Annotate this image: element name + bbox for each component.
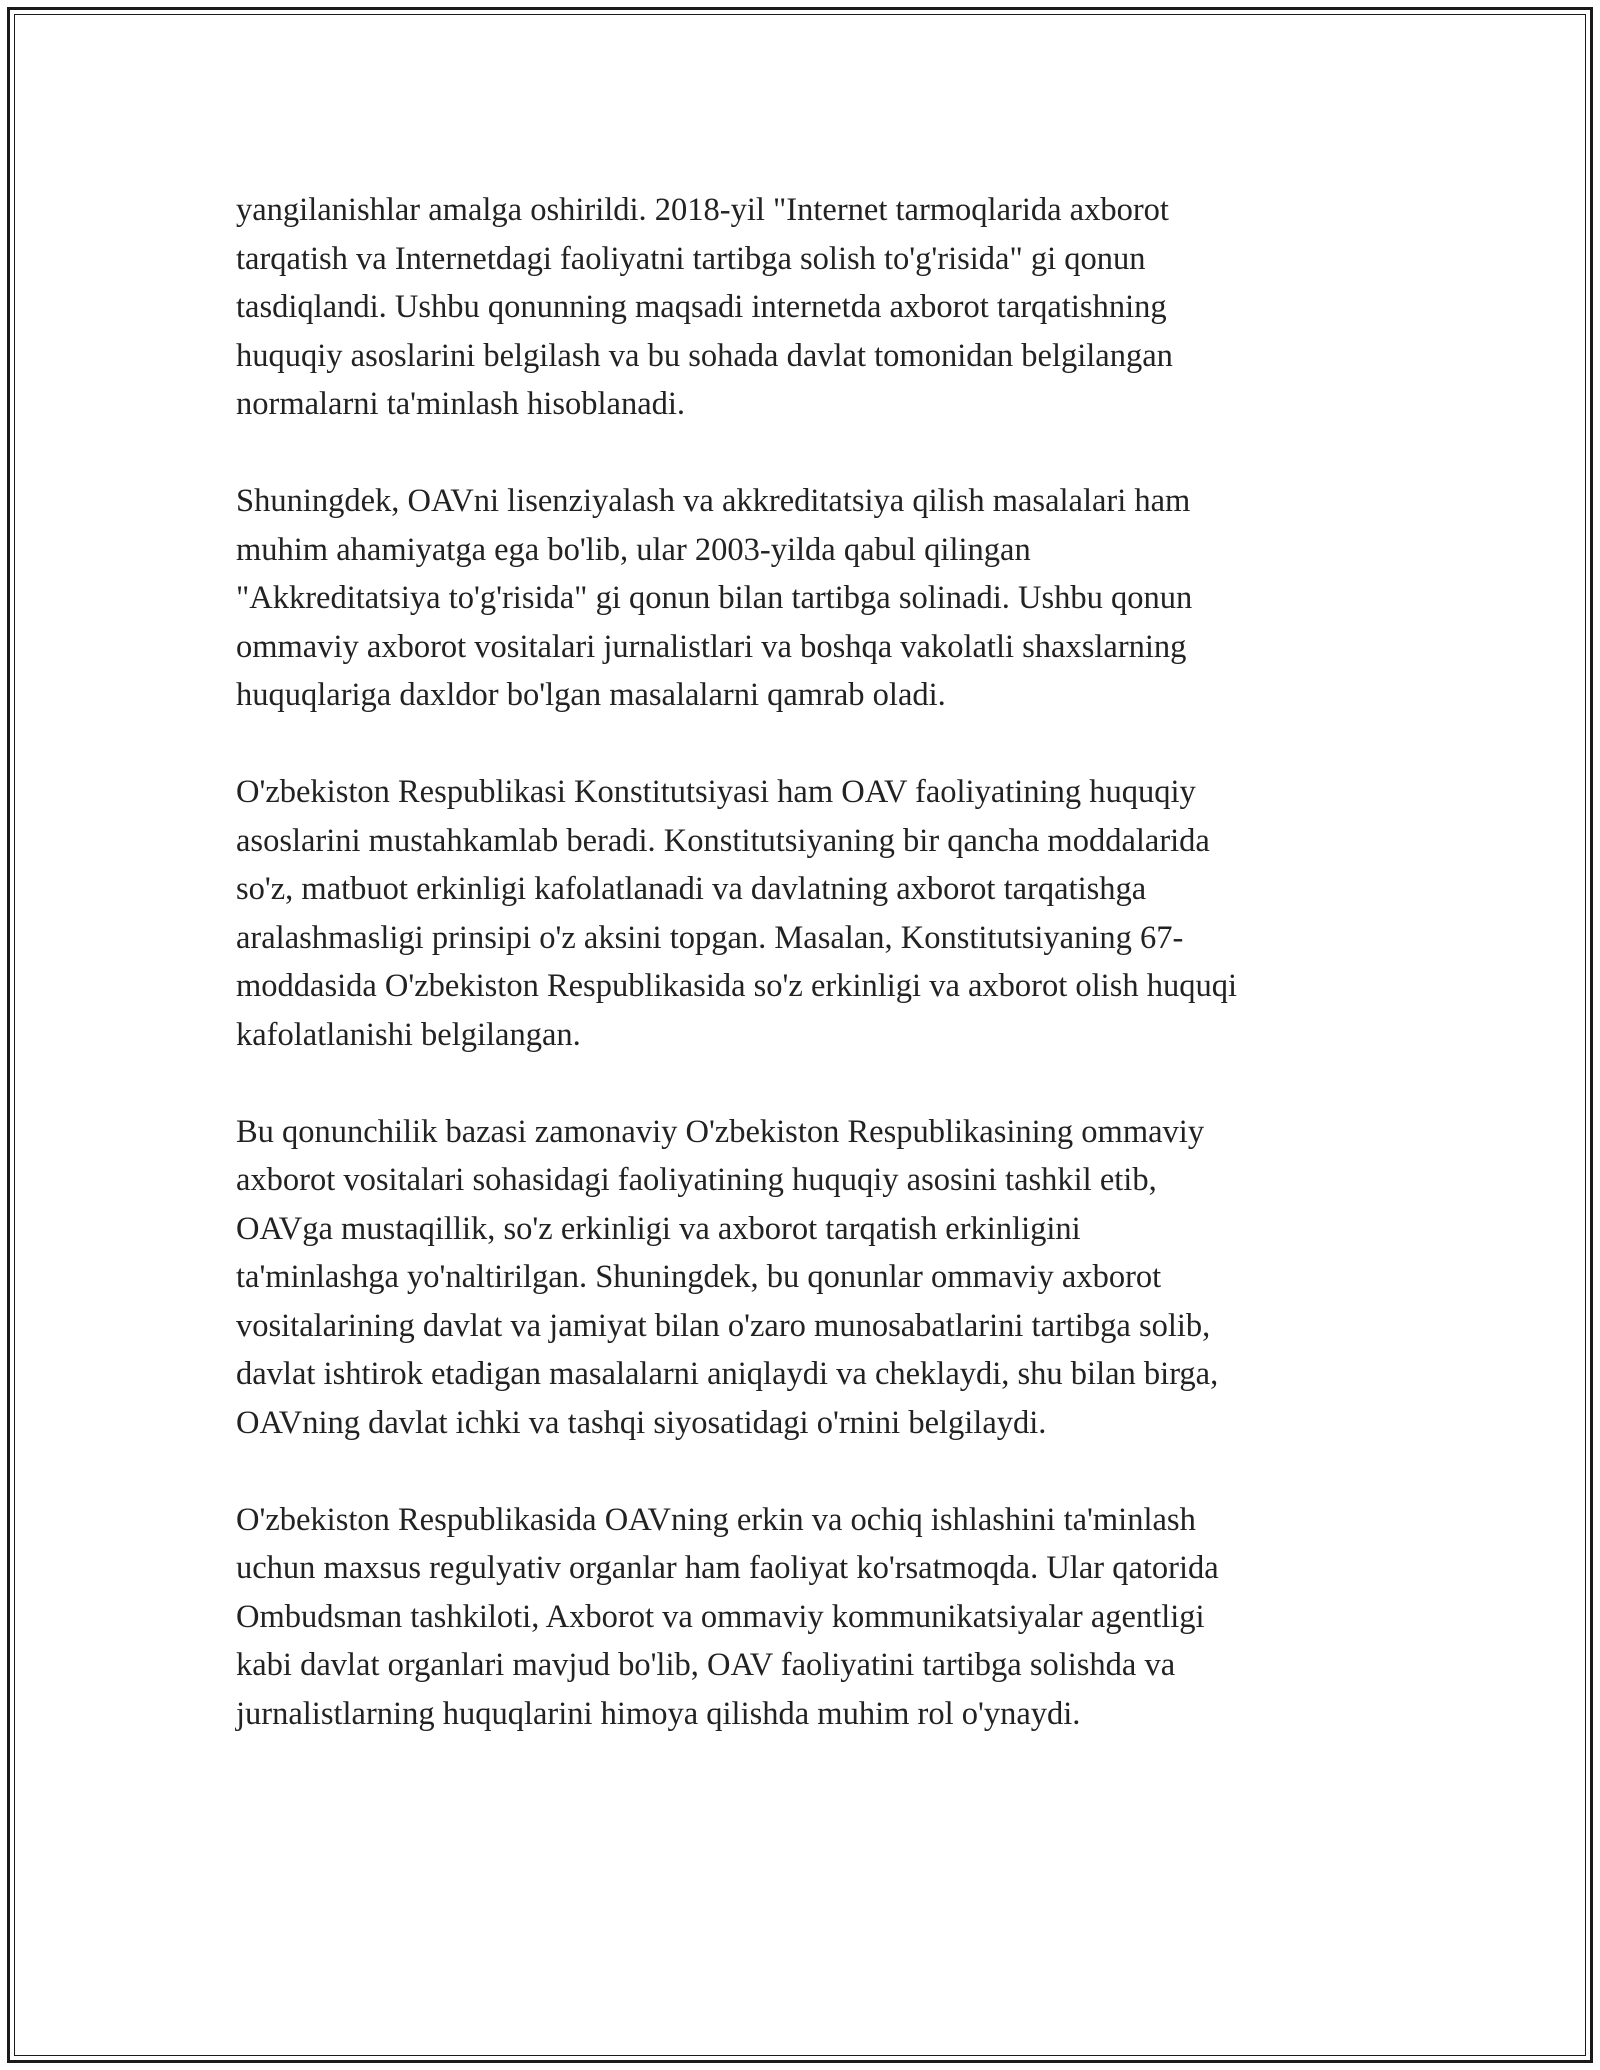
paragraph-constitution: O'zbekiston Respublikasi Konstitutsiyasi ham OAV faoliyatining huquqiy asoslarini mustahkamlab beradi. Konstitutsiyaning bir qancha moddalarida so'z, matbuot erkinligi kafolatlanadi va davlatning axborot tarqatishga aralashmasligi prinsipi o'z aksini topgan. Masalan, Konstitutsiyaning 67- moddasida O'zbekiston Respublikasida so'z erkinligi va axborot olish huquqi kafolatlanishi belgilangan. xyxy=(236,774,1238,1053)
paragraph-accreditation: Shuningdek, OAVni lisenziyalash va akkreditatsiya qilish masalalari ham muhim ahamiyatga ega bo'lib, ular 2003-yilda qabul qilingan "Akkreditatsiya to'g'risida" gi qonun bilan tartibga solinadi. Ushbu qonun ommaviy axborot vositalari jurnalistlari va boshqa vakolatli shaxslarning huquqlariga daxldor bo'lgan masalalarni qamrab oladi. xyxy=(236,483,1193,713)
document-body xyxy=(236,186,1396,1738)
paragraph-internet-law: yangilanishlar amalga oshirildi. 2018-yil "Internet tarmoqlarida axborot tarqatish va Internetdagi faoliyatni tartibga solish to'g'risida" gi qonun tasdiqlandi. Ushbu qonunning maqsadi internetda axborot tarqatishning huquqiy asoslarini belgilash va bu sohada davlat tomonidan belgilangan normalarni ta'minlash hisoblanadi. xyxy=(236,192,1173,422)
paragraph-legal-base: Bu qonunchilik bazasi zamonaviy O'zbekiston Respublikasining ommaviy axborot vositalari sohasidagi faoliyatining huquqiy asosini tashkil etib, OAVga mustaqillik, so'z erkinligi va axborot tarqatish erkinligini ta'minlashga yo'naltirilgan. Shuningdek, bu qonunlar ommaviy axborot vositalarining davlat va jamiyat bilan o'zaro munosabatlarini tartibga solib, davlat ishtirok etadigan masalalarni aniqlaydi va cheklaydi, shu bilan birga, OAVning davlat ichki va tashqi siyosatidagi o'rnini belgilaydi. xyxy=(236,1113,1219,1441)
paragraph-regulatory-bodies: O'zbekiston Respublikasida OAVning erkin va ochiq ishlashini ta'minlash uchun maxsus regulyativ organlar ham faoliyat ko'rsatmoqda. Ular qatorida Ombudsman tashkiloti, Axborot va ommaviy kommunikatsiyalar agentligi kabi davlat organlari mavjud bo'lib, OAV faoliyatini tartibga solishda va jurnalistlarning huquqlarini himoya qilishda muhim rol o'ynaydi. xyxy=(236,1501,1219,1732)
